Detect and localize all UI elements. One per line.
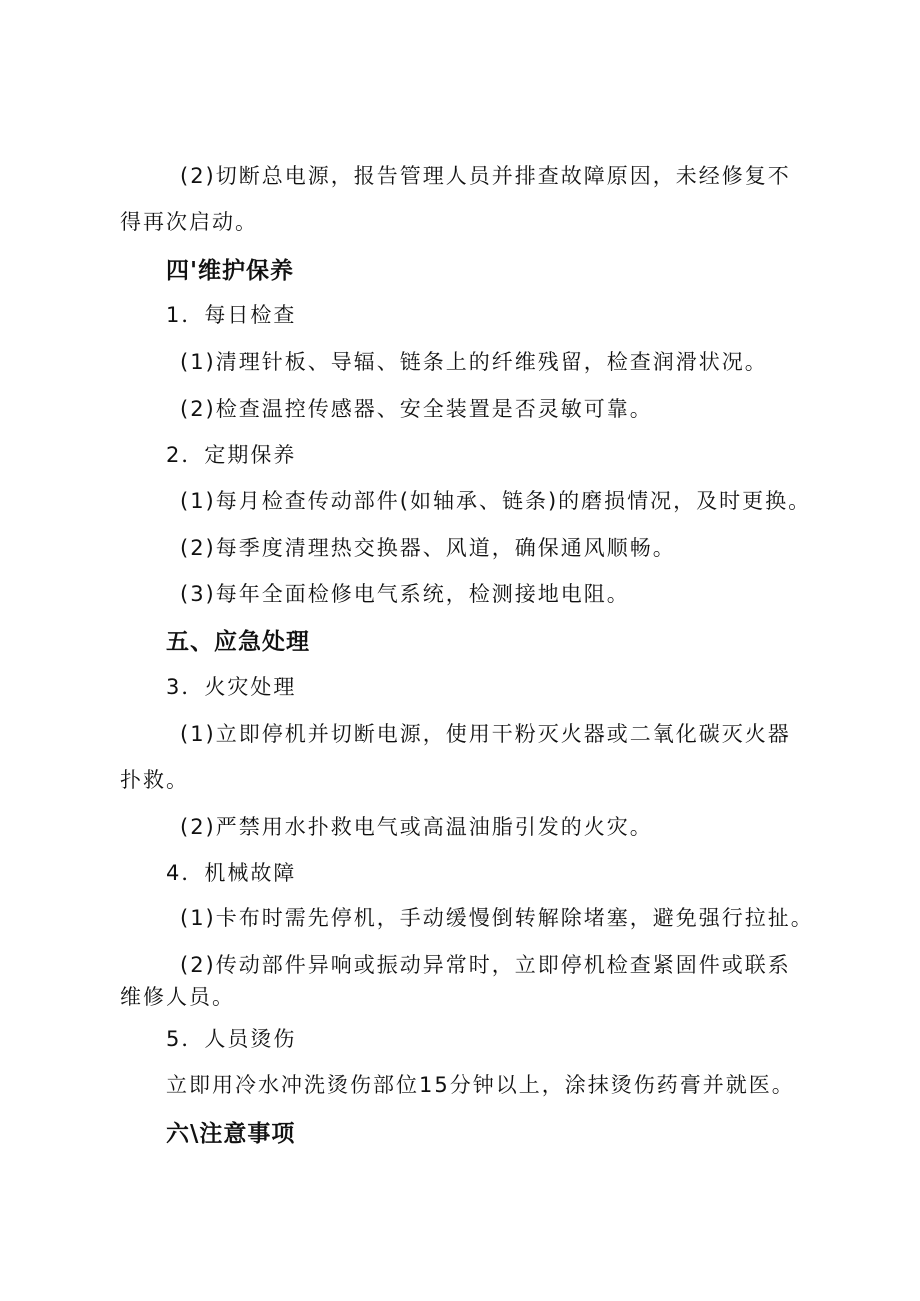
paragraph-line: 扑救。 [120,768,189,792]
subsection-heading-burns: 5．人员烫伤 [166,1027,297,1051]
subsection-heading-periodic-maintenance: 2．定期保养 [166,443,297,467]
paragraph-line: (2)切断总电源，报告管理人员并排查故障原因，未经修复不 [180,164,791,188]
list-item: (2)传动部件异响或振动异常时，立即停机检查紧固件或联系 [180,953,791,977]
list-item: (1)清理针板、导辐、链条上的纤维残留，检查润滑状况。 [180,350,768,374]
paragraph-line: 立即用冷水冲洗烫伤部位15分钟以上，涂抹烫伤药膏并就医。 [166,1073,795,1097]
subsection-heading-daily-check: 1．每日检查 [166,303,297,327]
list-item: (2)每季度清理热交换器、风道，确保通风顺畅。 [180,536,676,560]
list-item: (1)立即停机并切断电源，使用干粉灭火器或二氧化碳灭火器 [180,722,791,746]
section-heading-emergency: 五、应急处理 [166,629,310,655]
subsection-heading-fire: 3．火灾处理 [166,675,297,699]
subsection-heading-mechanical-failure: 4．机械故障 [166,861,297,885]
section-heading-notes: 六\注意事项 [166,1121,296,1147]
section-heading-maintenance: 四'维护保养 [166,258,295,284]
list-item: (2)严禁用水扑救电气或高温油脂引发的火灾。 [180,815,653,839]
list-item: (1)卡布时需先停机，手动缓慢倒转解除堵塞，避免强行拉扯。 [180,906,814,930]
list-item: (3)每年全面检修电气系统，检测接地电阻。 [180,582,630,606]
list-item: (1)每月检查传动部件(如轴承、链条)的磨损情况，及时更换。 [180,489,812,513]
paragraph-line: 维修人员。 [120,985,235,1009]
list-item: (2)检查温控传感器、安全装置是否灵敏可靠。 [180,397,653,421]
paragraph-line: 得再次启动。 [120,210,258,234]
